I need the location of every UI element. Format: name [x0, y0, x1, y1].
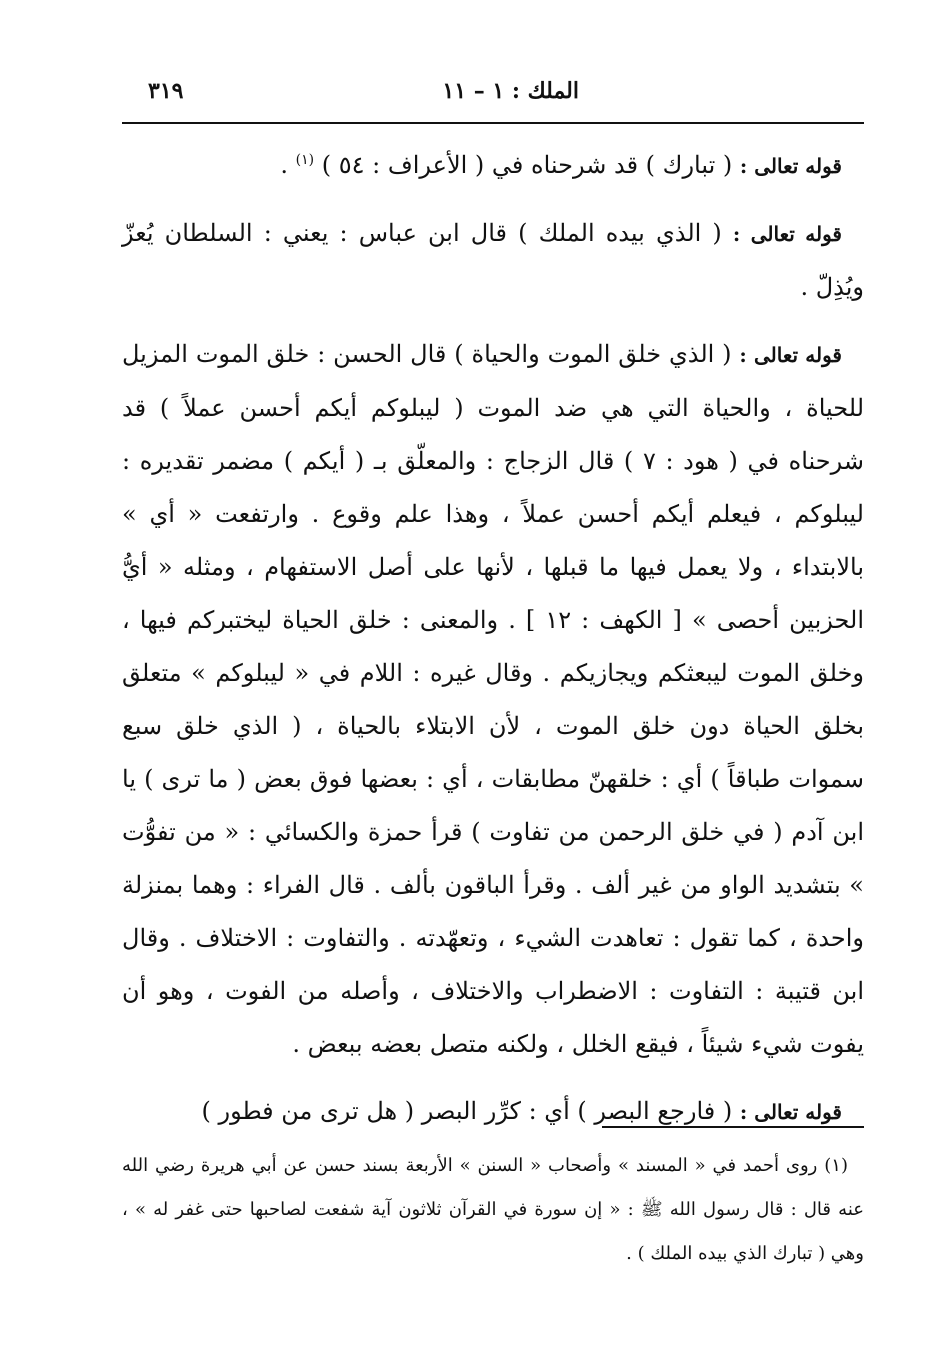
- paragraph-tabarak: [122, 134, 864, 193]
- paragraph-text: ( فارجع البصر ) أي : كرِّر البصر ( هل ترى من فطور ): [201, 1097, 733, 1125]
- paragraph-tail: .: [280, 151, 296, 179]
- verse-lead: قوله تعالى :: [739, 343, 842, 367]
- paragraph-text: ( تبارك ) قد شرحناه في ( الأعراف : ٥٤ ): [321, 151, 733, 179]
- running-title: الملك : ١ – ١١: [442, 78, 579, 104]
- paragraph-death-life: [122, 328, 864, 1071]
- verse-lead: قوله تعالى :: [739, 154, 842, 178]
- header-rule: [122, 122, 864, 124]
- paragraph-return-sight: [122, 1085, 864, 1139]
- main-text: [122, 134, 864, 1149]
- paragraph-al-mulk: [122, 207, 864, 314]
- footnote-1: (١) روى أحمد في « المسند » وأصحاب « السنن » الأربعة بسند حسن عن أبي هريرة رضي الله عنه قال : قال رسول الله ﷺ : « إن سورة في القرآن ثلاثون آية شفعت لصاحبها حتى غفر له » ، وهي ( تبارك الذي بيده الملك ) .: [122, 1155, 864, 1264]
- footnote-rule: [602, 1126, 864, 1128]
- page-number: ٣١٩: [148, 78, 184, 104]
- page-header: [122, 78, 864, 118]
- paragraph-text: ( الذي بيده الملك ) قال ابن عباس : يعني : السلطان يُعزّ ويُذِلّ .: [122, 219, 864, 301]
- verse-lead: قوله تعالى :: [732, 222, 842, 246]
- paragraph-text: ( الذي خلق الموت والحياة ) قال الحسن : خلق الموت المزيل للحياة ، والحياة التي هي ضد الموت ( ليبلوكم أيكم أحسن عملاً ) قد شرحناه في ( هود : ٧ ) قال الزجاج : والمعلّق بـ ( أيكم ) مضمر تقديره : ليبلوكم ، فيعلم أيكم أحسن عملاً ، وهذا علم وقوع . وارتفعت « أي » بالابتداء ، ولا يعمل فيها ما قبلها ، لأنها على أصل الاستفهام ، ومثله « أيُّ الحزبين أحصى » [ الكهف : ١٢ ] . والمعنى : خلق الحياة ليختبركم فيها ، وخلق الموت ليبعثكم ويجازيكم . وقال غيره : اللام في « ليبلوكم » متعلق بخلق الحياة دون خلق الموت ، لأن الابتلاء بالحياة ، ( الذي خلق سبع سموات طباقاً ) أي : خلقهنّ مطابقات ، أي : بعضها فوق بعض ( ما ترى ) يا ابن آدم ( في خلق الرحمن من تفاوت ) قرأ حمزة والكسائي : « من تفوُّت » بتشديد الواو من غير ألف . وقرأ الباقون بألف . قال الفراء : وهما بمنزلة واحدة ، كما تقول : تعاهدت الشيء ، وتعهّدته . والتفاوت : الاختلاف . وقال ابن قتيبة : التفاوت : الاضطراب والاختلاف ، وأصله من الفوت ، وهو أن يفوت شيء شيئاً ، فيقع الخلل ، ولكنه متصل بعضه ببعض .: [122, 340, 864, 1058]
- verse-lead: قوله تعالى :: [739, 1100, 842, 1124]
- footnote-reference: (١): [295, 152, 315, 168]
- footnotes: [122, 1144, 864, 1276]
